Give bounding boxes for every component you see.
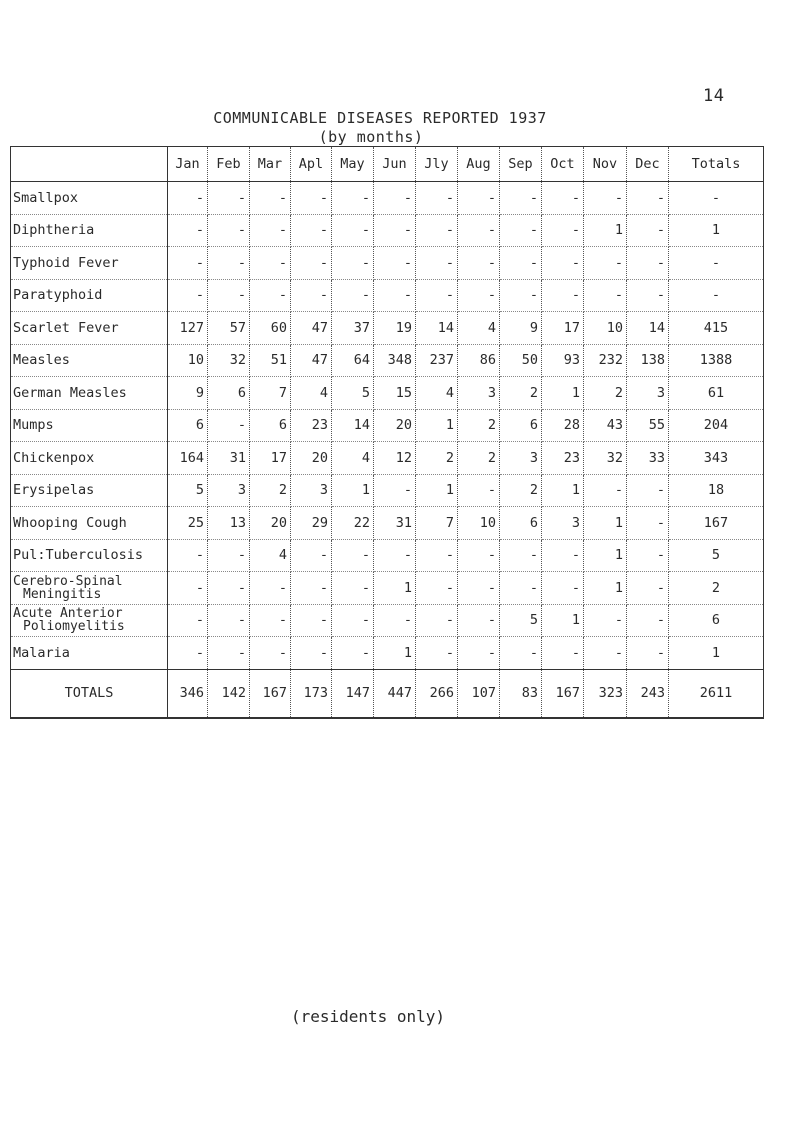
month-value: 2	[458, 442, 500, 475]
month-value: -	[500, 279, 542, 312]
month-value: -	[416, 539, 458, 572]
month-value: 86	[458, 344, 500, 377]
row-total: 1388	[669, 344, 764, 377]
table-row	[11, 507, 764, 540]
month-value: 147	[332, 669, 374, 718]
month-value: -	[291, 247, 332, 280]
month-value: -	[332, 214, 374, 247]
month-value: 43	[584, 409, 627, 442]
page-number: 14	[703, 86, 725, 106]
month-value: 3	[208, 474, 250, 507]
month-value: 266	[416, 669, 458, 718]
month-value: 4	[291, 377, 332, 410]
month-value: 32	[584, 442, 627, 475]
month-value: -	[250, 637, 291, 670]
disease-name: Smallpox	[11, 182, 168, 215]
month-value: -	[332, 279, 374, 312]
month-value: 6	[250, 409, 291, 442]
table-row	[11, 637, 764, 670]
month-value: -	[250, 604, 291, 637]
subtitle-line: (by months)	[318, 128, 424, 146]
month-value: 6	[500, 409, 542, 442]
month-value: -	[416, 279, 458, 312]
row-total: 1	[669, 214, 764, 247]
month-value: -	[584, 637, 627, 670]
month-value: 2	[500, 474, 542, 507]
row-total: 167	[669, 507, 764, 540]
month-value: -	[416, 637, 458, 670]
month-value: -	[208, 279, 250, 312]
month-value: 323	[584, 669, 627, 718]
table-row	[11, 279, 764, 312]
month-value: 346	[168, 669, 208, 718]
table-row	[11, 247, 764, 280]
month-value: -	[168, 637, 208, 670]
month-value: -	[627, 247, 669, 280]
month-value: -	[208, 637, 250, 670]
month-value: 47	[291, 344, 332, 377]
month-value: -	[542, 214, 584, 247]
disease-name: German Measles	[11, 377, 168, 410]
month-value: -	[627, 214, 669, 247]
month-value: 13	[208, 507, 250, 540]
month-value: -	[208, 409, 250, 442]
month-value: 3	[627, 377, 669, 410]
month-value: 28	[542, 409, 584, 442]
month-value: -	[584, 474, 627, 507]
month-value: -	[627, 572, 669, 605]
month-value: 1	[542, 604, 584, 637]
table-row	[11, 604, 764, 637]
table-row	[11, 377, 764, 410]
row-total: 61	[669, 377, 764, 410]
month-value: -	[542, 539, 584, 572]
month-value: -	[627, 507, 669, 540]
month-value: -	[542, 182, 584, 215]
month-value: 37	[332, 312, 374, 345]
month-value: -	[291, 604, 332, 637]
month-value: 142	[208, 669, 250, 718]
month-value: 17	[250, 442, 291, 475]
month-value: -	[374, 474, 416, 507]
month-value: 17	[542, 312, 584, 345]
month-value: -	[542, 279, 584, 312]
table-row	[11, 572, 764, 605]
month-value: 50	[500, 344, 542, 377]
month-value: -	[458, 539, 500, 572]
month-value: 3	[291, 474, 332, 507]
month-value: 6	[500, 507, 542, 540]
month-value: -	[627, 474, 669, 507]
month-value: 32	[208, 344, 250, 377]
disease-name-line: Cerebro-Spinal	[13, 573, 123, 589]
column-header: Apl	[291, 147, 332, 182]
row-total: 2611	[669, 669, 764, 718]
month-value: -	[500, 572, 542, 605]
month-value: -	[500, 182, 542, 215]
month-value: 173	[291, 669, 332, 718]
disease-name	[11, 604, 168, 637]
month-value: 9	[500, 312, 542, 345]
page-title	[0, 109, 800, 146]
month-value: 243	[627, 669, 669, 718]
month-value: 127	[168, 312, 208, 345]
month-value: 19	[374, 312, 416, 345]
month-value: -	[627, 279, 669, 312]
month-value: 6	[168, 409, 208, 442]
month-value: 2	[458, 409, 500, 442]
row-total: 343	[669, 442, 764, 475]
month-value: -	[168, 182, 208, 215]
month-value: 20	[250, 507, 291, 540]
month-value: 232	[584, 344, 627, 377]
month-value: -	[208, 182, 250, 215]
column-header: Jly	[416, 147, 458, 182]
column-header: Jun	[374, 147, 416, 182]
month-value: 1	[542, 377, 584, 410]
month-value: -	[168, 279, 208, 312]
month-value: -	[458, 604, 500, 637]
disease-name-line: Meningitis	[23, 586, 102, 602]
month-value: 20	[291, 442, 332, 475]
month-value: 3	[500, 442, 542, 475]
month-value: 20	[374, 409, 416, 442]
month-value: -	[168, 539, 208, 572]
month-value: -	[416, 604, 458, 637]
month-value: 14	[332, 409, 374, 442]
month-value: 348	[374, 344, 416, 377]
month-value: 4	[416, 377, 458, 410]
month-value: 23	[291, 409, 332, 442]
month-value: 60	[250, 312, 291, 345]
month-value: -	[584, 247, 627, 280]
month-value: 6	[208, 377, 250, 410]
table-row	[11, 409, 764, 442]
month-value: -	[374, 247, 416, 280]
month-value: -	[168, 214, 208, 247]
month-value: 14	[627, 312, 669, 345]
disease-name: Typhoid Fever	[11, 247, 168, 280]
disease-name: Measles	[11, 344, 168, 377]
disease-name: Malaria	[11, 637, 168, 670]
month-value: -	[416, 572, 458, 605]
month-value: -	[208, 572, 250, 605]
month-value: 10	[168, 344, 208, 377]
month-value: 447	[374, 669, 416, 718]
disease-name: Erysipelas	[11, 474, 168, 507]
month-value: -	[168, 604, 208, 637]
month-value: 3	[458, 377, 500, 410]
month-value: -	[458, 474, 500, 507]
month-value: -	[208, 247, 250, 280]
month-value: -	[416, 182, 458, 215]
month-value: -	[416, 214, 458, 247]
month-value: 138	[627, 344, 669, 377]
month-value: 1	[332, 474, 374, 507]
month-value: 15	[374, 377, 416, 410]
month-value: -	[627, 182, 669, 215]
month-value: 7	[416, 507, 458, 540]
month-value: -	[332, 604, 374, 637]
table-body	[11, 182, 764, 718]
row-total: 1	[669, 637, 764, 670]
column-header: Oct	[542, 147, 584, 182]
month-value: 167	[250, 669, 291, 718]
month-value: 164	[168, 442, 208, 475]
row-total: -	[669, 279, 764, 312]
table-row	[11, 539, 764, 572]
row-total: 204	[669, 409, 764, 442]
month-value: -	[374, 182, 416, 215]
row-total: -	[669, 247, 764, 280]
row-total: 5	[669, 539, 764, 572]
month-value: 93	[542, 344, 584, 377]
row-total: 415	[669, 312, 764, 345]
month-value: -	[458, 572, 500, 605]
disease-name: Paratyphoid	[11, 279, 168, 312]
month-value: -	[208, 539, 250, 572]
month-value: -	[458, 637, 500, 670]
disease-name: TOTALS	[11, 669, 168, 718]
month-value: -	[374, 539, 416, 572]
disease-name: Mumps	[11, 409, 168, 442]
month-value: -	[332, 247, 374, 280]
month-value: 4	[250, 539, 291, 572]
month-value: -	[542, 572, 584, 605]
month-value: 22	[332, 507, 374, 540]
header-blank	[11, 147, 168, 182]
month-value: 5	[332, 377, 374, 410]
month-value: -	[374, 279, 416, 312]
month-value: -	[500, 539, 542, 572]
column-header: Mar	[250, 147, 291, 182]
month-value: -	[291, 539, 332, 572]
column-header: Sep	[500, 147, 542, 182]
month-value: 47	[291, 312, 332, 345]
month-value: 31	[208, 442, 250, 475]
row-total: 2	[669, 572, 764, 605]
month-value: 2	[416, 442, 458, 475]
month-value: -	[332, 539, 374, 572]
month-value: -	[584, 279, 627, 312]
month-value: -	[416, 247, 458, 280]
column-header: Nov	[584, 147, 627, 182]
month-value: 29	[291, 507, 332, 540]
month-value: 83	[500, 669, 542, 718]
month-value: -	[584, 182, 627, 215]
disease-name: Diphtheria	[11, 214, 168, 247]
month-value: 1	[584, 214, 627, 247]
month-value: 1	[374, 572, 416, 605]
month-value: 10	[458, 507, 500, 540]
title-line: COMMUNICABLE DISEASES REPORTED 1937	[213, 109, 547, 127]
month-value: 7	[250, 377, 291, 410]
month-value: -	[250, 182, 291, 215]
month-value: -	[208, 214, 250, 247]
table-row	[11, 442, 764, 475]
month-value: 51	[250, 344, 291, 377]
month-value: -	[500, 637, 542, 670]
month-value: -	[374, 604, 416, 637]
month-value: 167	[542, 669, 584, 718]
month-value: -	[542, 637, 584, 670]
disease-name: Pul:Tuberculosis	[11, 539, 168, 572]
month-value: -	[458, 279, 500, 312]
month-value: -	[332, 572, 374, 605]
header-row	[11, 147, 764, 182]
month-value: -	[168, 247, 208, 280]
month-value: 107	[458, 669, 500, 718]
month-value: 57	[208, 312, 250, 345]
month-value: 5	[168, 474, 208, 507]
month-value: 2	[584, 377, 627, 410]
month-value: -	[458, 182, 500, 215]
month-value: 237	[416, 344, 458, 377]
month-value: -	[250, 214, 291, 247]
month-value: 31	[374, 507, 416, 540]
month-value: -	[291, 214, 332, 247]
month-value: 1	[374, 637, 416, 670]
month-value: 2	[500, 377, 542, 410]
month-value: 14	[416, 312, 458, 345]
month-value: -	[250, 572, 291, 605]
month-value: 33	[627, 442, 669, 475]
month-value: 5	[500, 604, 542, 637]
month-value: -	[458, 214, 500, 247]
month-value: 64	[332, 344, 374, 377]
month-value: 1	[584, 572, 627, 605]
month-value: 1	[584, 507, 627, 540]
table-row	[11, 344, 764, 377]
column-header: Jan	[168, 147, 208, 182]
disease-name: Whooping Cough	[11, 507, 168, 540]
disease-name	[11, 572, 168, 605]
month-value: 1	[542, 474, 584, 507]
disease-name: Scarlet Fever	[11, 312, 168, 345]
month-value: 1	[416, 474, 458, 507]
month-value: 2	[250, 474, 291, 507]
month-value: 3	[542, 507, 584, 540]
column-header: Feb	[208, 147, 250, 182]
disease-name: Chickenpox	[11, 442, 168, 475]
month-value: -	[168, 572, 208, 605]
month-value: 10	[584, 312, 627, 345]
column-header: Dec	[627, 147, 669, 182]
month-value: 23	[542, 442, 584, 475]
column-header: May	[332, 147, 374, 182]
row-total: 18	[669, 474, 764, 507]
month-value: -	[542, 247, 584, 280]
month-value: -	[291, 182, 332, 215]
month-value: -	[332, 637, 374, 670]
month-value: -	[332, 182, 374, 215]
totals-row	[11, 669, 764, 718]
month-value: -	[627, 604, 669, 637]
row-total: -	[669, 182, 764, 215]
table-row	[11, 182, 764, 215]
month-value: -	[458, 247, 500, 280]
month-value: -	[374, 214, 416, 247]
diseases-table	[10, 146, 764, 719]
month-value: 9	[168, 377, 208, 410]
disease-name-line: Poliomyelitis	[23, 619, 125, 635]
month-value: -	[250, 247, 291, 280]
month-value: 4	[332, 442, 374, 475]
month-value: -	[291, 572, 332, 605]
table-row	[11, 474, 764, 507]
disease-name-line: Acute Anterior	[13, 606, 123, 622]
month-value: 4	[458, 312, 500, 345]
month-value: -	[500, 214, 542, 247]
column-header: Aug	[458, 147, 500, 182]
month-value: -	[208, 604, 250, 637]
table-row	[11, 214, 764, 247]
column-header: Totals	[669, 147, 764, 182]
table-row	[11, 312, 764, 345]
month-value: 25	[168, 507, 208, 540]
month-value: -	[291, 637, 332, 670]
month-value: 1	[416, 409, 458, 442]
month-value: 1	[584, 539, 627, 572]
month-value: -	[584, 604, 627, 637]
month-value: -	[500, 247, 542, 280]
month-value: -	[627, 637, 669, 670]
month-value: -	[250, 279, 291, 312]
row-total: 6	[669, 604, 764, 637]
footnote: (residents only)	[290, 1007, 446, 1026]
month-value: -	[291, 279, 332, 312]
month-value: 55	[627, 409, 669, 442]
month-value: -	[627, 539, 669, 572]
month-value: 12	[374, 442, 416, 475]
